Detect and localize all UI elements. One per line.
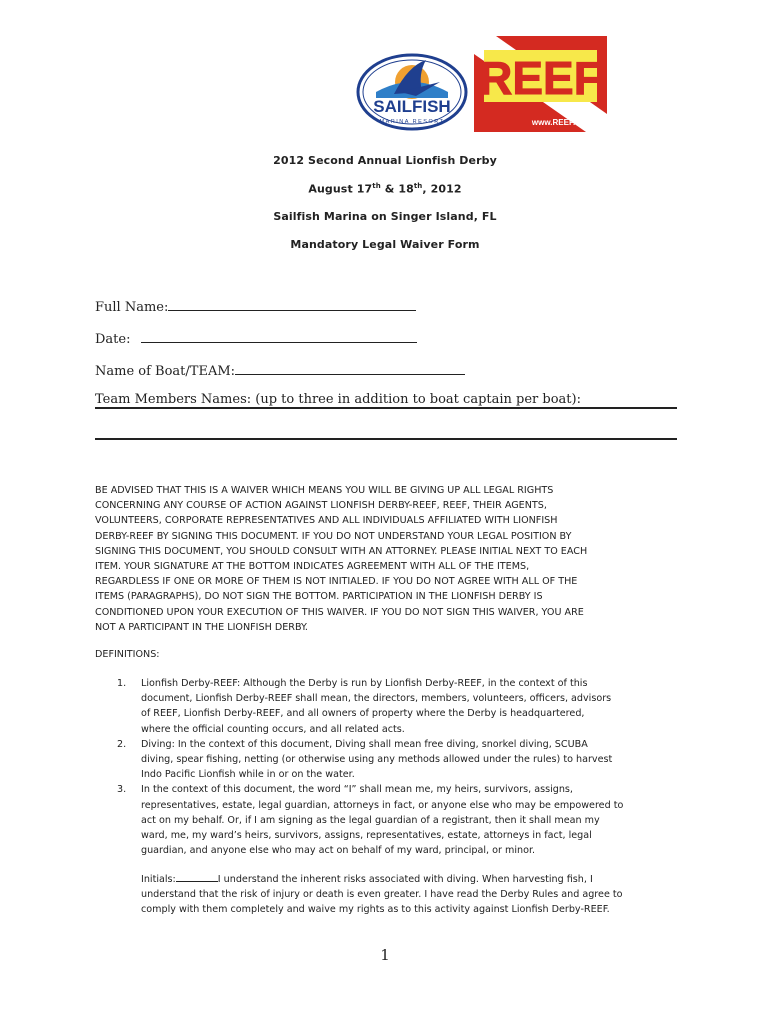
full-name-line[interactable] — [168, 297, 416, 311]
team-members-line-1[interactable] — [95, 407, 677, 409]
waiver-paragraph — [95, 483, 685, 635]
event-dates: August 17th & 18th, 2012 — [308, 182, 462, 196]
event-title: 2012 Second Annual Lionfish Derby — [273, 154, 497, 167]
page-number: 1 — [380, 946, 390, 964]
waiver-line: SIGNING THIS DOCUMENT, YOU SHOULD CONSULT WITH AN ATTORNEY. PLEASE INITIAL NEXT TO EACH — [95, 545, 588, 557]
reef-logo-url: www.REEF.org — [531, 118, 589, 127]
definitions-list — [95, 676, 685, 858]
date-label: Date: — [95, 332, 131, 347]
full-name-label: Full Name: — [95, 300, 169, 315]
full-name-field[interactable] — [95, 297, 416, 315]
waiver-line: NOT A PARTICIPANT IN THE LIONFISH DERBY. — [95, 621, 308, 633]
date-line[interactable] — [141, 329, 417, 343]
definition-number: 3. — [117, 784, 127, 796]
waiver-line: REGARDLESS IF ONE OR MORE OF THEM IS NOT INITIALED. IF YOU DO NOT AGREE WITH ALL OF THE — [95, 576, 578, 588]
definition-item: 1. Lionfish Derby-REEF: Although the Derby is run by Lionfish Derby-REEF, in the context of this document, Lionfish Derby-REEF shall mean, the directors, members, volunteers, officers, advisors of REEF, Lionfish Derby-REEF, and all owners of property where the Derby is headquartered, where the official counting occurs, and all related acts. — [117, 678, 612, 735]
definition-number: 2. — [117, 738, 127, 750]
initials-line[interactable] — [176, 871, 218, 882]
boat-team-label: Name of Boat/TEAM: — [95, 364, 236, 379]
reef-logo-text: REEF — [479, 52, 602, 104]
date-field[interactable] — [95, 329, 417, 347]
definition-item: 3. In the context of this document, the word “I” shall mean me, my heirs, survivors, assigns, representatives, estate, legal guardian, attorneys in fact, or anyone else who may be empowered to act on my behalf. Or, if I am signing as the legal guardian of a registrant, then it shall mean my ward, me, my ward’s heirs, survivors, assigns, representatives, estate, attorneys in fact, legal guardian, and anyone else who may act on behalf of my ward, principal, or minor. — [117, 784, 624, 857]
initials-paragraph: Initials: I understand the inherent risks associated with diving. When harvesting fish, I understand that the risk of injury or death is even greater. I have read the Derby Rules and agree to comply with them completely and waive my rights as to this activity against Lionfish Derby-REEF. — [141, 871, 681, 918]
definitions-heading: DEFINITIONS: — [95, 649, 160, 660]
boat-team-field[interactable] — [95, 361, 465, 379]
boat-team-line[interactable] — [235, 361, 465, 375]
waiver-line: CONDITIONED UPON YOUR EXECUTION OF THIS WAIVER. IF YOU DO NOT SIGN THIS WAIVER, YOU ARE — [95, 606, 584, 618]
waiver-line: BE ADVISED THAT THIS IS A WAIVER WHICH MEANS YOU WILL BE GIVING UP ALL LEGAL RIGHTS — [95, 485, 554, 496]
reef-logo-graphic — [474, 36, 607, 132]
waiver-line: DERBY-REEF BY SIGNING THIS DOCUMENT. IF YOU DO NOT UNDERSTAND YOUR LEGAL POSITION BY — [95, 530, 572, 542]
waiver-line: ITEMS (PARAGRAPHS), DO NOT SIGN THE BOTTOM. PARTICIPATION IN THE LIONFISH DERBY IS — [95, 591, 543, 603]
initials-label: Initials: — [141, 874, 176, 885]
sailfish-logo-subtext: MARINA RESORT — [379, 119, 445, 125]
event-location: Sailfish Marina on Singer Island, FL — [273, 210, 497, 223]
team-members-line-2[interactable] — [95, 438, 677, 440]
waiver-line: ITEM. YOUR SIGNATURE AT THE BOTTOM INDICATES AGREEMENT WITH ALL OF THE ITEMS, — [95, 561, 530, 573]
waiver-line: VOLUNTEERS, CORPORATE REPRESENTATIVES AND ALL INDIVIDUALS AFFILIATED WITH LIONFISH — [95, 515, 558, 527]
waiver-line: CONCERNING ANY COURSE OF ACTION AGAINST LIONFISH DERBY-REEF, REEF, THEIR AGENTS, — [95, 500, 547, 512]
sailfish-marina-logo — [356, 52, 468, 132]
definition-item: 2. Diving: In the context of this document, Diving shall mean free diving, snorkel diving, SCUBA diving, spear fishing, netting (or otherwise using any methods allowed under the rules) to harvest Indo Pacific Lionfish while in or on the water. — [117, 738, 613, 781]
team-members-label: Team Members Names: (up to three in addition to boat captain per boat): — [95, 392, 581, 407]
reef-logo — [474, 36, 607, 132]
definition-number: 1. — [117, 678, 127, 689]
sailfish-logo-text: SAILFISH — [373, 97, 451, 116]
form-title: Mandatory Legal Waiver Form — [290, 238, 480, 251]
team-members-field[interactable] — [95, 392, 581, 407]
